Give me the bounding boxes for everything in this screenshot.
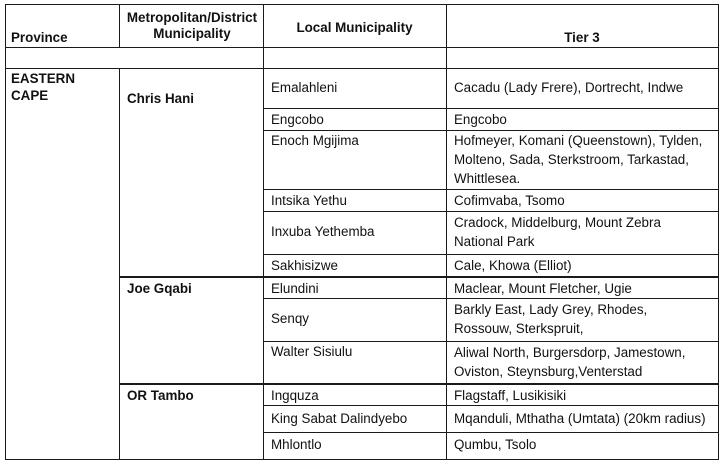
row-separator: [263, 211, 719, 212]
province-name: EASTERN CAPE: [11, 71, 75, 103]
local-municipality: Ingquza: [271, 388, 319, 403]
local-municipality: Elundini: [271, 281, 319, 296]
district-chris-hani: Chris Hani: [127, 91, 194, 106]
table-border-bottom: [5, 459, 719, 460]
local-municipality: Enoch Mgijima: [271, 133, 359, 148]
tier3-places: Mqanduli, Mthatha (Umtata) (20km radius): [454, 411, 706, 426]
header-province: Province: [11, 30, 68, 45]
tier3-places: National Park: [454, 234, 535, 249]
body-divider-3: [446, 68, 447, 460]
tier3-places: Engcobo: [454, 112, 507, 127]
table-border-left: [5, 4, 6, 460]
local-municipality: Walter Sisiulu: [271, 344, 353, 359]
local-municipality: Inxuba Yethemba: [271, 224, 375, 239]
blank-row-bottom-rule: [5, 68, 719, 69]
table-border-top: [5, 4, 719, 5]
tier3-places: Qumbu, Tsolo: [454, 437, 537, 452]
local-municipality: Senqy: [271, 311, 309, 326]
body-divider-1: [119, 68, 120, 460]
local-municipality: Engcobo: [271, 112, 324, 127]
district-separator-2: [119, 383, 719, 385]
tier3-places: Cofimvaba, Tsomo: [454, 193, 565, 208]
table-border-right: [718, 4, 719, 460]
tier3-places: Maclear, Mount Fletcher, Ugie: [454, 281, 632, 296]
row-separator: [263, 341, 719, 342]
tier3-places: Rossouw, Sterkspruit,: [454, 321, 584, 336]
tier3-places: Flagstaff, Lusikisiki: [454, 388, 567, 403]
header-district: Metropolitan/District Municipality: [126, 10, 258, 41]
local-municipality: Intsika Yethu: [271, 193, 347, 208]
header-bottom-rule: [5, 47, 719, 48]
district-separator-1: [119, 276, 719, 278]
local-municipality: Mhlontlo: [271, 437, 322, 452]
row-separator: [263, 108, 719, 109]
tier3-places: Aliwal North, Burgersdorp, Jamestown,: [454, 345, 686, 360]
row-separator: [263, 432, 719, 433]
local-municipality: King Sabat Dalindyebo: [271, 411, 408, 426]
tier3-places: Cale, Khowa (Elliot): [454, 258, 572, 273]
district-joe-gqabi: Joe Gqabi: [127, 281, 192, 296]
municipality-table: [5, 4, 719, 460]
body-divider-2: [263, 68, 264, 460]
tier3-places: Hofmeyer, Komani (Queenstown), Tylden,: [454, 133, 703, 148]
tier3-places: Cacadu (Lady Frere), Dortrecht, Indwe: [454, 80, 684, 95]
row-separator: [263, 405, 719, 406]
tier3-places: Molteno, Sada, Sterkstroom, Tarkastad,: [454, 152, 689, 167]
header-local: Local Municipality: [296, 20, 413, 35]
row-separator: [263, 130, 719, 131]
tier3-places: Oviston, Steynsburg,Venterstad: [454, 364, 643, 379]
tier3-places: Barkly East, Lady Grey, Rhodes,: [454, 302, 648, 317]
row-separator: [263, 254, 719, 255]
row-separator: [263, 189, 719, 190]
row-separator: [263, 298, 719, 299]
district-or-tambo: OR Tambo: [127, 388, 194, 403]
header-tier3: Tier 3: [564, 30, 600, 45]
tier3-places: Whittlesea.: [454, 171, 521, 186]
tier3-places: Cradock, Middelburg, Mount Zebra: [454, 215, 661, 230]
local-municipality: Sakhisizwe: [271, 258, 338, 273]
local-municipality: Emalahleni: [271, 80, 338, 95]
